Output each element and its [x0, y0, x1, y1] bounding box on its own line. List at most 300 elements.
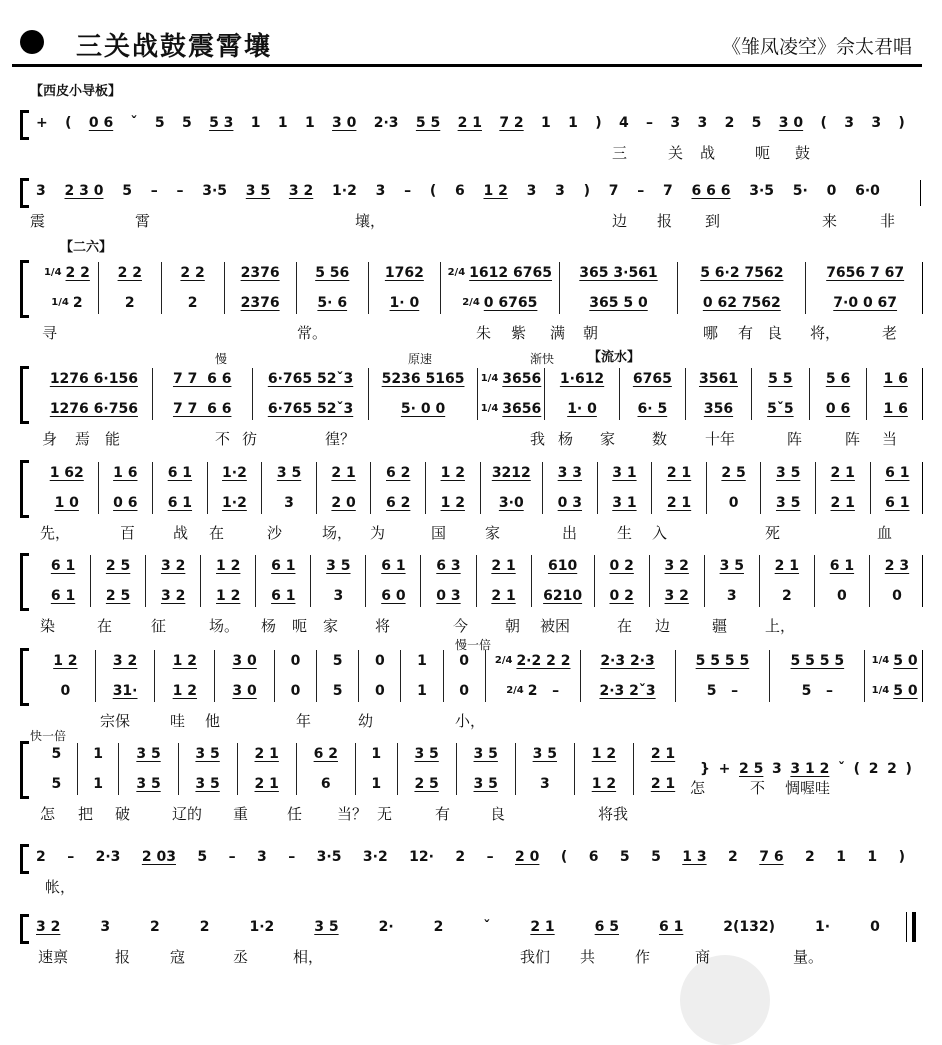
score-system	[0, 846, 942, 916]
measure	[370, 462, 425, 514]
note: 2(132)	[723, 919, 776, 935]
lyric: 当？	[337, 805, 368, 823]
note-group-bottom	[93, 773, 103, 795]
notes: 0	[459, 683, 470, 699]
measure	[255, 555, 310, 607]
note: 2·3	[373, 115, 399, 131]
note: ˇ	[483, 919, 491, 935]
measure	[759, 555, 814, 607]
note: 6 6 6	[691, 183, 731, 199]
note-group-top	[180, 262, 204, 284]
notes: 2 3	[884, 558, 910, 574]
note-group-top	[491, 555, 515, 577]
notes: 3561	[698, 371, 738, 387]
measure	[477, 368, 545, 420]
notes: 3 5	[719, 558, 744, 574]
header-rule	[12, 64, 922, 67]
note: 2·3	[95, 849, 121, 865]
lyric: 怎	[40, 805, 56, 823]
score-system	[0, 180, 942, 250]
note-group-top	[883, 368, 907, 390]
note: 5	[751, 115, 762, 131]
source-attribution: 《雏凤凌空》佘太君唱	[721, 36, 912, 58]
notes: 2	[187, 295, 198, 311]
note-group-top	[776, 462, 800, 484]
note: 3 0	[778, 115, 804, 131]
notes: 6	[320, 776, 331, 792]
lyric: 辽的	[172, 805, 203, 823]
measure	[274, 650, 316, 702]
note-group-bottom	[173, 398, 231, 420]
measure	[864, 650, 924, 702]
note-group-bottom	[113, 492, 137, 514]
lyric: 疆	[712, 617, 728, 635]
measure	[397, 743, 456, 795]
lyric: 杨	[558, 430, 574, 448]
notes: 3 0	[232, 653, 257, 669]
note-group-top	[385, 262, 424, 284]
notes: 3 5	[775, 465, 801, 481]
notes: 1 6	[883, 401, 908, 417]
lyric: 在	[617, 617, 633, 635]
measure	[296, 262, 368, 314]
note: 0	[870, 919, 880, 935]
note-group-bottom	[609, 585, 633, 607]
lyric: 数	[652, 430, 668, 448]
note-group-bottom	[222, 492, 247, 514]
measure	[152, 368, 252, 420]
tempo-mark: 快一倍	[30, 729, 67, 743]
note: 1	[541, 115, 551, 131]
lyric: 丞	[233, 948, 249, 966]
measure	[440, 262, 559, 314]
notes: 2 1	[491, 588, 516, 604]
measure	[456, 743, 515, 795]
note: 2	[150, 919, 160, 935]
notes: 6·765 52ˇ3	[267, 401, 354, 417]
note: 6·0	[855, 183, 880, 199]
note-group-top	[386, 462, 410, 484]
lyric: 为	[370, 524, 386, 542]
note: 2	[805, 849, 815, 865]
measure	[178, 743, 237, 795]
lyric: 哪	[703, 324, 719, 342]
system-bracket	[20, 553, 29, 611]
notes: 6 2	[313, 746, 338, 762]
measure	[77, 743, 119, 795]
measure	[296, 743, 355, 795]
note-group-top	[232, 650, 256, 672]
lyric: 非	[880, 212, 896, 230]
note: 3 2	[36, 919, 61, 935]
lyric: 霄	[135, 212, 151, 230]
notes: 2 1	[666, 495, 692, 511]
notes: 2 –	[527, 683, 560, 699]
lyric: 死	[765, 524, 781, 542]
notes: 7656 7 67	[826, 265, 905, 281]
notes: 2 5	[414, 776, 439, 792]
notes: 2 5	[105, 558, 131, 574]
note: 5 5	[415, 115, 441, 131]
note: 2	[433, 919, 444, 935]
notes: 2	[72, 295, 83, 311]
measure	[531, 555, 594, 607]
notes: 3·0	[498, 495, 524, 511]
note-group-top	[872, 650, 918, 672]
measure	[480, 462, 543, 514]
time-signature: 2/4	[506, 685, 524, 696]
score-system	[0, 462, 942, 542]
measure-row	[36, 462, 924, 514]
note-group-bottom	[50, 398, 138, 420]
note-group-top	[161, 555, 185, 577]
lyric: 身	[42, 430, 58, 448]
lyric: 常。	[297, 324, 328, 342]
barline	[920, 180, 921, 206]
notes: 1 2	[591, 746, 617, 762]
notes: 1276 6·756	[49, 401, 138, 417]
note-group-bottom	[459, 680, 469, 702]
note-group-top	[173, 368, 231, 390]
notes: 2 1	[650, 776, 676, 792]
time-signature: 2/4	[462, 297, 480, 308]
notes: 3	[333, 588, 344, 604]
notes: 2	[781, 588, 792, 604]
notes: 2 1	[254, 776, 279, 792]
notes: 1	[93, 776, 103, 792]
note: 2·	[378, 919, 394, 935]
note: 1·	[815, 919, 831, 935]
notes: 1· 0	[567, 401, 597, 417]
note: 3	[36, 183, 46, 199]
lyric: 怎	[690, 779, 706, 797]
note-group-top	[492, 462, 531, 484]
lyric: 阵	[845, 430, 861, 448]
notes: 3 5	[775, 495, 801, 511]
note-group-top	[830, 555, 854, 577]
note-group-bottom	[872, 680, 918, 702]
note-group-bottom	[375, 680, 385, 702]
lyric: 入	[652, 524, 668, 542]
notes: 1762	[384, 265, 424, 281]
lyric: 有	[435, 805, 451, 823]
note: 2	[868, 761, 879, 777]
measure	[368, 262, 440, 314]
notes: 1612 6765	[469, 265, 552, 281]
score-system	[0, 350, 942, 448]
note-group-top	[651, 743, 675, 765]
notes: 5 6	[825, 371, 851, 387]
tempo-mark: 渐快	[530, 352, 555, 366]
note-group-bottom	[767, 398, 793, 420]
note: 3·2	[362, 849, 388, 865]
lyric: 把	[78, 805, 94, 823]
measure	[90, 555, 145, 607]
note: 5	[154, 115, 165, 131]
section-label: 【西皮小导板】	[30, 84, 122, 99]
lyric: 当	[882, 430, 898, 448]
measure	[36, 262, 98, 314]
notes: 6 1	[829, 558, 855, 574]
note: )	[583, 183, 590, 199]
lyric: 寇	[170, 948, 186, 966]
notes: 6 1	[271, 588, 296, 604]
notes: 1	[417, 683, 427, 699]
lyric: 三	[612, 144, 628, 162]
lyric: 宗保	[100, 712, 131, 730]
lyric: 百	[120, 524, 136, 542]
measure	[677, 262, 805, 314]
note-group-top	[592, 743, 616, 765]
note-group-bottom	[284, 492, 294, 514]
lyric: 朝	[505, 617, 521, 635]
note-group-top	[831, 462, 855, 484]
note: 3	[555, 183, 565, 199]
note: +	[36, 115, 48, 131]
note: 7	[608, 183, 619, 199]
lyric: 我	[530, 430, 546, 448]
note-group-top	[216, 555, 240, 577]
note: 2	[728, 849, 738, 865]
tempo-mark: 慢	[215, 352, 228, 366]
note: 6 5	[594, 919, 619, 935]
measure	[675, 650, 770, 702]
notes: 3 2	[160, 558, 186, 574]
notes: 5 –	[706, 683, 739, 699]
notes: 5236 5165	[381, 371, 465, 387]
note-group-top	[579, 262, 657, 284]
notes: 3 0	[232, 683, 257, 699]
note-group-bottom	[599, 680, 655, 702]
note: 2 03	[141, 849, 176, 865]
note-group-bottom	[168, 492, 192, 514]
note-group-bottom	[499, 492, 524, 514]
lyric: 共	[580, 948, 596, 966]
notes: 2·3 2ˇ3	[599, 683, 656, 699]
lyric: 在	[97, 617, 113, 635]
notes: 3 5	[414, 746, 439, 762]
lyric: 场，	[322, 524, 353, 542]
note-group-bottom	[55, 492, 79, 514]
note-group-bottom	[441, 492, 465, 514]
header-bullet	[20, 30, 44, 54]
note-group-bottom	[268, 398, 353, 420]
note: 3	[526, 183, 537, 199]
lyric: 有	[738, 324, 754, 342]
measure	[261, 462, 316, 514]
time-signature: 1/4	[871, 655, 890, 666]
note-group-bottom	[776, 492, 800, 514]
notes: 5	[51, 746, 62, 762]
note-group-top	[314, 743, 338, 765]
note-group-bottom	[727, 585, 737, 607]
notes: 0 6	[825, 401, 851, 417]
note: )	[595, 115, 602, 131]
notes: 3 5	[473, 746, 498, 762]
notes: 2	[124, 295, 135, 311]
notes: 1 2	[440, 465, 465, 481]
lyric: 今	[453, 617, 469, 635]
lyric: 战	[173, 524, 189, 542]
note-group-bottom	[414, 773, 438, 795]
notes: 2 2	[117, 265, 142, 281]
note-group-bottom	[271, 585, 295, 607]
note-group-top	[118, 262, 142, 284]
note-group-bottom	[381, 585, 405, 607]
notes: 5· 6	[317, 295, 348, 311]
notes: 3 3	[557, 465, 583, 481]
note-group-bottom	[833, 292, 897, 314]
measure	[649, 555, 704, 607]
note: 1 3	[682, 849, 707, 865]
measure	[869, 555, 924, 607]
lyric: 幼	[358, 712, 374, 730]
lyric: 将	[375, 617, 391, 635]
note: 3 0	[332, 115, 357, 131]
notes: 1	[93, 746, 103, 762]
time-signature: 2/4	[447, 267, 466, 278]
measure	[316, 650, 358, 702]
notes: 1 6	[113, 465, 138, 481]
measure	[597, 462, 652, 514]
lyric: 相，	[293, 948, 324, 966]
notes: 6 1	[885, 495, 910, 511]
note: 6	[588, 849, 599, 865]
measure	[515, 743, 574, 795]
note: 3 1 2	[790, 761, 830, 777]
note-group-bottom	[241, 292, 280, 314]
note-group-bottom	[567, 398, 597, 420]
note: 1	[277, 115, 288, 131]
notes: 2 1	[666, 465, 692, 481]
note-group-bottom	[232, 680, 256, 702]
note: (	[429, 183, 437, 199]
lyric: 小，	[455, 712, 486, 730]
note-group-top	[696, 650, 750, 672]
note: 2 3 0	[64, 183, 104, 199]
notes: 1 2	[172, 653, 198, 669]
note-group-top	[271, 555, 295, 577]
notes: 0 6	[113, 495, 138, 511]
note-group-top	[414, 743, 438, 765]
note-group-top	[268, 368, 353, 390]
note: 2	[724, 115, 735, 131]
note-group-bottom	[837, 585, 847, 607]
note-group-bottom	[782, 585, 792, 607]
notes: 365 5 0	[589, 295, 648, 311]
notes: 3656	[502, 371, 542, 387]
note-group-bottom	[885, 492, 909, 514]
notes: 365 3·561	[579, 265, 658, 281]
lyric: 到	[705, 212, 721, 230]
note-group-top	[333, 650, 343, 672]
note-group-bottom	[188, 292, 198, 314]
measure	[815, 462, 870, 514]
notes: 3 5	[136, 746, 161, 762]
notes: 0	[374, 683, 385, 699]
notes: 3 5	[276, 465, 302, 481]
note-group-top	[560, 368, 604, 390]
note-group-bottom	[390, 292, 420, 314]
note-group-top	[50, 462, 84, 484]
measure	[443, 650, 485, 702]
notes: 0	[374, 653, 385, 669]
note-group-top	[277, 462, 301, 484]
notes: 6 3	[436, 558, 461, 574]
notes: 1 2	[172, 683, 198, 699]
note-group-top	[291, 650, 301, 672]
note: –	[228, 849, 236, 865]
notes: 3	[726, 588, 737, 604]
notes: 7 7 6 6	[172, 371, 232, 387]
score-system	[0, 638, 942, 730]
measure	[706, 462, 761, 514]
lyric: 彷	[242, 430, 258, 448]
note-group-top	[720, 555, 744, 577]
note-group-bottom	[651, 773, 675, 795]
note: 7 6	[759, 849, 784, 865]
note: +	[718, 761, 731, 777]
note-group-bottom	[707, 680, 738, 702]
note-group-top	[548, 555, 577, 577]
notes: 2 5	[721, 465, 746, 481]
note-group-top	[441, 462, 465, 484]
lyric: 杨	[261, 617, 277, 635]
notes: 3 5	[326, 558, 351, 574]
measure	[368, 368, 476, 420]
note: 2	[199, 919, 210, 935]
note-group-bottom	[491, 585, 515, 607]
measure	[809, 368, 867, 420]
note: 3	[257, 849, 267, 865]
note-group-bottom	[60, 680, 70, 702]
notes: 1 2	[216, 588, 241, 604]
note-group-bottom	[506, 680, 559, 702]
note: 3	[697, 115, 708, 131]
lyric: 焉	[75, 430, 91, 448]
measure	[200, 555, 255, 607]
tempo-mark: 慢一倍	[455, 638, 492, 652]
notes: 6 2	[386, 495, 411, 511]
lyric: 破	[115, 805, 131, 823]
lyric: 将我	[598, 805, 629, 823]
note: 3	[670, 115, 681, 131]
notes: 5 5	[768, 371, 793, 387]
note: )	[898, 849, 905, 865]
note-group-top	[826, 262, 904, 284]
system-bracket	[20, 366, 29, 424]
notes: 0 2	[609, 558, 634, 574]
notes: 2 0	[331, 495, 356, 511]
note: (	[65, 115, 72, 131]
note-group-top	[113, 462, 137, 484]
lyric: 不	[750, 779, 766, 797]
measure	[544, 368, 619, 420]
note: 1	[836, 849, 846, 865]
notes: 5 –	[801, 683, 834, 699]
note-group-top	[241, 262, 280, 284]
note: 3·5	[316, 849, 342, 865]
note-group-bottom	[51, 773, 61, 795]
notes: 3 5	[136, 776, 161, 792]
note-group-bottom	[51, 292, 82, 314]
notes: 3 5	[195, 776, 220, 792]
lyric: 家	[323, 617, 339, 635]
system-bracket	[20, 110, 29, 140]
note-group-top	[44, 262, 90, 284]
lyric: 不	[215, 430, 231, 448]
lyric: 能	[105, 430, 121, 448]
